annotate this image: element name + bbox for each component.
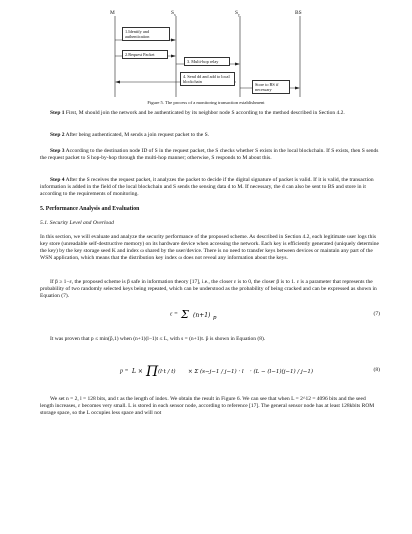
arrowhead-request — [171, 55, 176, 58]
step-1: Step 1 First, M should join the network and be authenticated by its neighbor node S according to the method described in Section 4.2. — [50, 110, 345, 116]
message-request: 2.Request Packet — [122, 50, 168, 59]
svg-text:p: p — [213, 315, 217, 321]
arrowhead-relay — [235, 63, 240, 66]
svg-text:(l·t / t): (l·t / t) — [158, 369, 176, 375]
paragraph-proof: It was proven that p ≤ min(p̂,1) when (n+1)(l−1)t ≤ L, with s = (n+1)t. p̂ is shown in Equation (8). — [50, 336, 266, 342]
step-4: Step 4 After the S receives the request packet, it analyzes the packet to decide if the digital signature of packet is valid. If it is valid, the transaction information is added in the field of the local blockchain and S sends the sensing data d to M. If necessary, the d can also be sent to BS and store in it according to the requirements of monitoring. — [40, 177, 374, 197]
lifeline-label-sx: $S_x$ — [171, 10, 176, 18]
figure-caption: Figure 5. The process of a monitoring transaction establishment — [147, 100, 265, 105]
equation-7-body — [179, 306, 229, 322]
equation-7: ε = Σ (n+1) p — [170, 306, 229, 322]
equation-8: p = L × Π (l·t / t) × Σ (s−j−1 / j−1) · l · (L − (l−1)(j−1) / j−1) — [120, 358, 320, 384]
step-3: Step 3 According to the destination node ID of S in the request packet, the S checks whether S exists in the local blockchain. If S exists, then S sends the request packet to S hop-by-hop through the multi-hop manner; otherwise, S responds to M about this. — [40, 148, 379, 161]
svg-text:L ×: L × — [132, 368, 143, 375]
arrowhead-store — [295, 87, 300, 90]
lifeline-label-m: M — [110, 10, 115, 16]
message-store: Store to BS if necessary — [252, 80, 290, 94]
lifeline-label-sy: $S_y$ — [235, 10, 240, 18]
subsection-heading: 5.1. Security Level and Overload — [40, 220, 114, 226]
paragraph-results: We set n = 2, l = 128 bits, and t as the length of index. We obtain the result in Figure 6. We can see that when L = 2^12 = 4096 bits and the seed length increases, ε becomes very small. L is stored in each sensor node, according to reference [17]. The general sensor node has at least 128kbits ROM storage space, so the L occupies less space and will not — [40, 396, 375, 416]
paragraph-security: In this section, we will evaluate and analyze the security performance of the proposed scheme. As described in Section 4.2, each legitimate user logs this key store (unreadable self-destructive memory) on its hardware device when accessing the network. Each key is efficiently generated (uniquely determine the key) by the key storage seed K and index ω shared by the user/device. There is no need to transfer keys between devices or maintain any part of the WSN application, which means that the distribution key index ω does not reveal any information about the keys. — [40, 234, 379, 261]
step-2: Step 2 After being authenticated, M sends a join request packet to the S. — [50, 132, 210, 138]
arrowhead-send — [115, 81, 120, 84]
svg-text:(n+1): (n+1) — [193, 312, 211, 319]
svg-text:Σ: Σ — [181, 308, 190, 321]
svg-text:Π: Π — [146, 364, 159, 380]
equation-8-number: (8) — [373, 367, 380, 373]
message-identify: 1.Identify and authentication — [122, 27, 170, 41]
equation-7-number: (7) — [373, 311, 380, 317]
arrowhead-identify — [171, 39, 176, 42]
equation-8-body — [130, 358, 320, 384]
paragraph-beta: If β ≥ 1−ε, the proposed scheme is β safe in information theory [17], i.e., the closer ε is to 0, the closer β is to 1. ε is a parameter that represents the probability of two randomly selected keys being repeated, which can be understood as the probability of being cracked and can be expressed as shown in Equation (7). — [40, 279, 377, 299]
svg-text:· (L − (l−1)(j−1) / j−1): · (L − (l−1)(j−1) / j−1) — [250, 369, 314, 375]
message-send: 4. Send dd and add to local blockchain — [180, 72, 235, 86]
lifeline-label-bs: BS — [295, 10, 302, 16]
message-relay: 3. Multi-hop relay — [184, 57, 230, 66]
section-heading: 5. Performance Analysis and Evaluation — [40, 206, 140, 212]
sequence-diagram — [0, 0, 412, 106]
svg-text:× Σ (s−j−1 / j−1) · l: × Σ (s−j−1 / j−1) · l — [188, 369, 244, 375]
